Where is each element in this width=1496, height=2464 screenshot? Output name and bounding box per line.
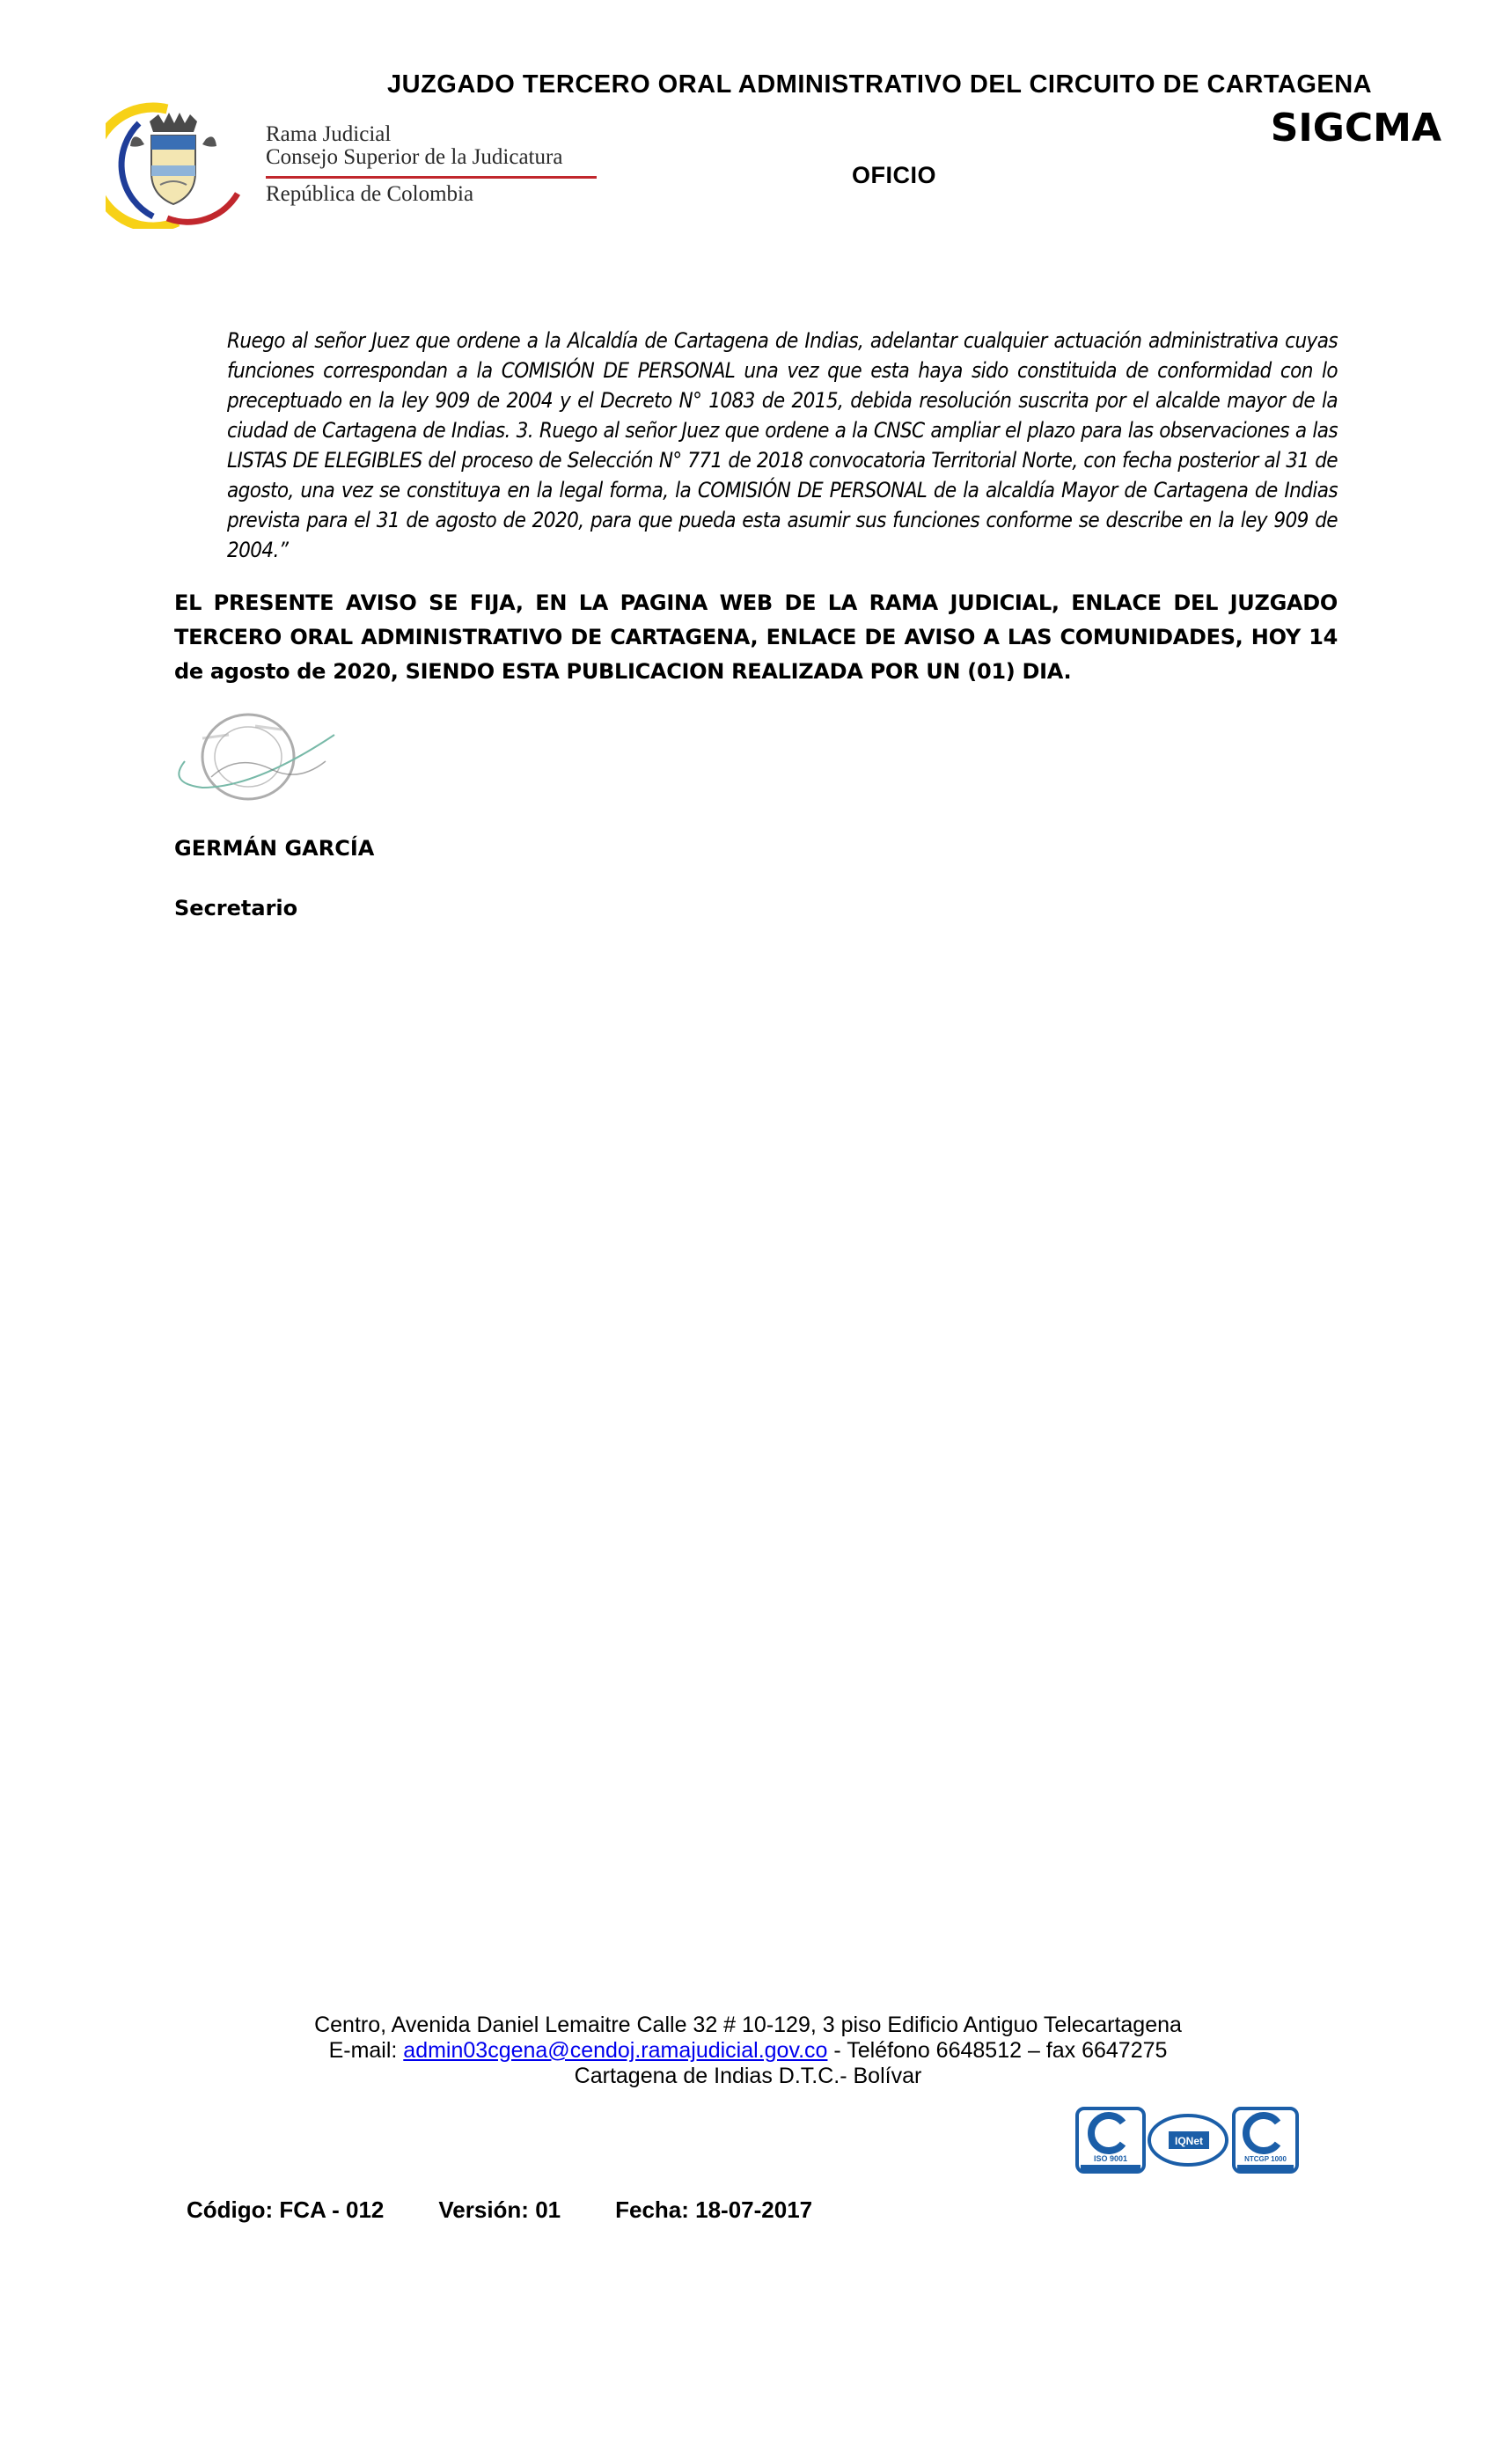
iso-label: ISO 9001 <box>1093 2154 1128 2163</box>
document-type: OFICIO <box>852 162 936 188</box>
form-date: Fecha: 18-07-2017 <box>615 2196 813 2223</box>
footer-contact <box>0 2013 1496 2089</box>
signer-name: GERMÁN GARCÍA <box>174 836 375 861</box>
form-version: Versión: 01 <box>438 2196 561 2223</box>
phone-text: - Teléfono 6648512 – fax 6647275 <box>827 2038 1168 2063</box>
institution-block <box>266 123 562 206</box>
document-control <box>187 2196 867 2224</box>
signer-role: Secretario <box>174 896 298 920</box>
footer-address: Centro, Avenida Daniel Lemaitre Calle 32 # 10-129, 3 piso Edificio Antiguo Telecartagena <box>314 2013 1182 2037</box>
form-code: Código: FCA - 012 <box>187 2196 385 2223</box>
publication-notice: EL PRESENTE AVISO SE FIJA, EN LA PAGINA WEB DE LA RAMA JUDICIAL, ENLACE DEL JUZGADO TERCERO ORAL ADMINISTRATIVO DE CARTAGENA, ENLACE DE AVISO A LAS COMUNIDADES, HOY 14 de agosto de 2020, SIENDO ESTA PUBLICACION REALIZADA POR UN (01) DIA. <box>174 590 1338 684</box>
certification-logos <box>1074 2103 1302 2182</box>
ntcgp-1000-icon <box>1234 2108 1297 2172</box>
system-name: SIGCMA <box>1270 106 1441 150</box>
footer-city: Cartagena de Indias D.T.C.- Bolívar <box>574 2064 922 2088</box>
footer-email-line <box>0 2038 1496 2064</box>
ntcgp-label: NTCGP 1000 <box>1244 2155 1287 2163</box>
institution-line-2: Consejo Superior de la Judicatura <box>266 145 563 169</box>
colombian-coat-of-arms-icon <box>106 97 255 229</box>
quoted-request: Ruego al señor Juez que ordene a la Alcaldía de Cartagena de Indias, adelantar cualquier actuación administrativa cuyas funciones correspondan a la COMISIÓN DE PERSONAL una vez que esta haya sido constituida de conformidad con lo preceptuado en la ley 909 de 2004 y el Decreto N° 1083 de 2015, debida resolución suscrita por el alcalde mayor de la ciudad de Cartagena de Indias. 3. Ruego al señor Juez que ordene a la CNSC ampliar el plazo para las observaciones a las LISTAS DE ELEGIBLES del proceso de Selección N° 771 de 2018 convocatoria Territorial Norte, con fecha posterior al 31 de agosto, una vez se constituya en la legal forma, la COMISIÓN DE PERSONAL de la alcaldía Mayor de Cartagena de Indias prevista para el 31 de agosto de 2020, para que pueda esta asumir sus funciones conforme se describe en la ley 909 de 2004.” <box>227 328 1338 562</box>
iso-9001-icon <box>1077 2108 1144 2172</box>
email-link[interactable]: admin03cgena@cendoj.ramajudicial.gov.co <box>403 2038 828 2063</box>
signature-stamp <box>150 700 352 814</box>
email-label: E-mail: <box>328 2038 404 2063</box>
iqnet-icon <box>1149 2116 1227 2165</box>
institution-line-1: Rama Judicial <box>266 122 392 146</box>
institution-line-3: República de Colombia <box>266 182 474 206</box>
iqnet-label: IQNet <box>1174 2135 1204 2147</box>
court-name: JUZGADO TERCERO ORAL ADMINISTRATIVO DEL CIRCUITO DE CARTAGENA <box>387 70 1373 99</box>
institution-divider <box>266 176 597 179</box>
